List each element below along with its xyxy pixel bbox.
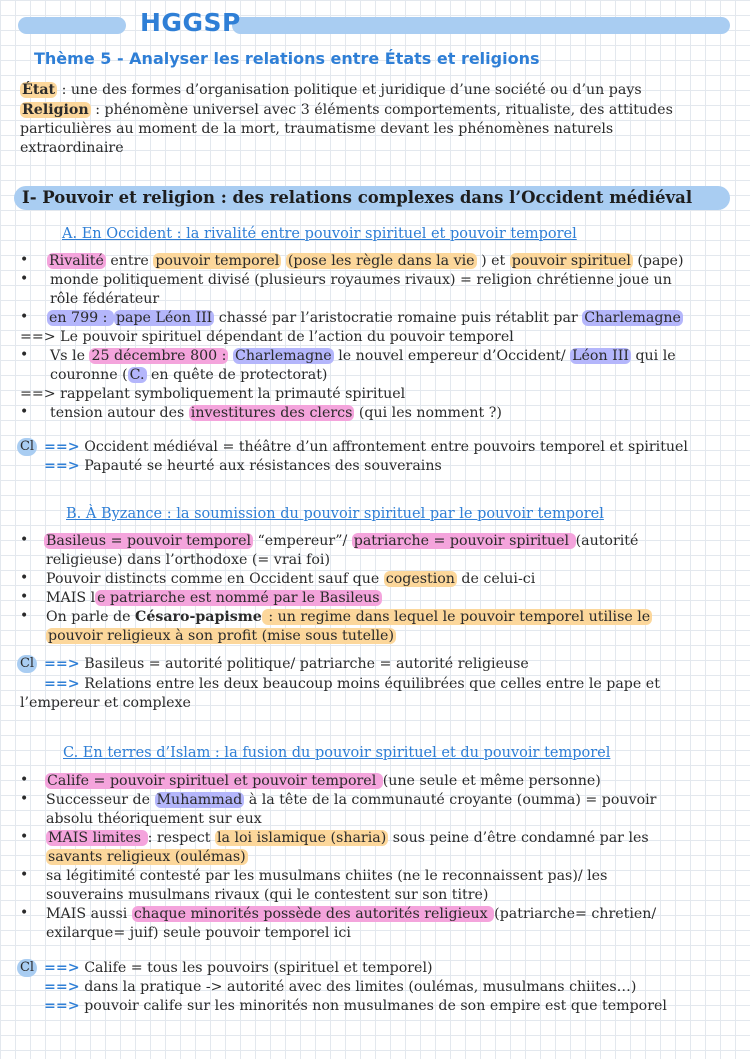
part-a-title: A. En Occident : la rivalité entre pouvoir spirituel et pouvoir temporel (62, 226, 577, 242)
theme-title: Thème 5 - Analyser les relations entre États et religions (34, 49, 540, 68)
bullet-icon: • (20, 905, 29, 921)
bullet-icon: • (20, 309, 29, 325)
part-c-item-2: Successeur de Muhammad à la tête de la communauté croyante (oumma) = pouvoir (46, 792, 657, 808)
part-a-item-4: Vs le 25 décembre 800 : Charlemagne le nouvel empereur d’Occident/ Léon III qui le (50, 348, 676, 364)
arrow-icon: ==> (44, 676, 80, 692)
part-c-item-3-cont: savants religieux (oulémas) (48, 849, 246, 865)
bullet-icon: • (20, 347, 29, 363)
bullet-icon: • (20, 791, 29, 807)
part-c-item-4: sa légitimité contesté par les musulmans chiites (ne le reconnaissent pas)/ les (46, 868, 608, 884)
bullet-icon: • (20, 589, 29, 605)
definition-etat: État : une des formes d’organisation politique et juridique d’une société ou d’un pays (22, 82, 642, 98)
part-a-summary-2: ==> Papauté se heurté aux résistances des souverains (44, 458, 442, 474)
section-title: I- Pouvoir et religion : des relations complexes dans l’Occident médiéval (14, 186, 730, 210)
bullet-icon: • (20, 570, 29, 586)
bullet-icon: • (20, 608, 29, 624)
arrow-icon: ==> (44, 458, 80, 474)
etat-term: État (22, 82, 56, 98)
part-a-summary-1: ==> Occident médiéval = théâtre d’un affrontement entre pouvoirs temporel et spirituel (44, 439, 688, 455)
conclusion-badge: Cl (17, 438, 37, 456)
definition-religion-2: particulières au moment de la mort, traumatisme devant les phénomènes naturels (20, 121, 614, 137)
part-c-item-1: Calife = pouvoir spirituel et pouvoir temporel (une seule et même personne) (47, 773, 601, 789)
part-c-item-3: MAIS limites : respect la loi islamique (sharia) sous peine d’être condamné par les (48, 830, 649, 846)
part-c-item-5-cont: exilarque= juif) seule pouvoir temporel ici (46, 925, 351, 941)
part-a-conclusion-2: ==> rappelant symboliquement la primauté spirituel (20, 386, 406, 402)
part-a-item-4-cont: couronne ( C. en quête de protectorat) (50, 367, 328, 383)
part-b-item-4: On parle de Césaro-papisme : un regime dans lequel le pouvoir temporel utilise le (46, 609, 651, 625)
arrow-icon: ==> (44, 998, 80, 1014)
part-b-item-1-cont: religieuse) dans l’orthodoxe (= vrai foi) (46, 552, 330, 568)
part-c-item-5: MAIS aussi chaque minorités possède des autorités religieux (patriarche= chretien/ (46, 906, 657, 922)
part-b-item-2: Pouvoir distincts comme en Occident sauf que cogestion de celui-ci (46, 571, 536, 587)
part-a-item-1: Rivalité entre pouvoir temporel (pose les règle dans la vie ) et pouvoir spirituel (pape) (49, 253, 684, 269)
definition-religion-3: extraordinaire (20, 140, 124, 156)
conclusion-badge: Cl (17, 655, 37, 673)
header-bar-left (18, 17, 126, 34)
part-b-summary-3: l’empereur et complexe (20, 695, 191, 711)
bullet-icon: • (20, 404, 29, 420)
arrow-icon: ==> (44, 979, 80, 995)
part-b-item-4-cont: pouvoir religieux à son profit (mise sous tutelle) (48, 628, 394, 644)
part-c-summary-1: ==> Calife = tous les pouvoirs (spirituel et temporel) (44, 960, 433, 976)
arrow-icon: ==> (44, 960, 80, 976)
definition-religion: Religion : phénomène universel avec 3 éléments comportements, ritualiste, des attitudes (22, 102, 673, 118)
part-c-item-2-cont: absolu théoriquement sur eux (46, 811, 262, 827)
page-title: HGGSP (140, 8, 241, 37)
bullet-icon: • (20, 252, 29, 268)
part-c-item-4-cont: souverains musulmans rivaux (qui le contestent sur son titre) (46, 887, 489, 903)
header-bar-right (232, 17, 730, 34)
part-a-item-2-cont: rôle fédérateur (50, 291, 160, 307)
part-a-conclusion-1: ==> Le pouvoir spirituel dépendant de l’action du pouvoir temporel (20, 329, 514, 345)
part-a-item-2: monde politiquement divisé (plusieurs royaumes rivaux) = religion chrétienne joue un (50, 272, 672, 288)
part-c-summary-3: ==> pouvoir calife sur les minorités non musulmanes de son empire est que temporel (44, 998, 667, 1014)
bullet-icon: • (20, 271, 29, 287)
bullet-icon: • (20, 829, 29, 845)
bullet-icon: • (20, 772, 29, 788)
part-c-title: C. En terres d’Islam : la fusion du pouvoir spirituel et du pouvoir temporel (63, 745, 611, 761)
part-b-item-3: MAIS l e patriarche est nommé par le Basileus (46, 590, 380, 606)
part-b-summary-1: ==> Basileus = autorité politique/ patriarche = autorité religieuse (44, 656, 529, 672)
part-b-summary-2: ==> Relations entre les deux beaucoup moins équilibrées que celles entre le pape et (44, 676, 660, 692)
arrow-icon: ==> (44, 656, 80, 672)
part-b-item-1: Basileus = pouvoir temporel “empereur”/ patriarche = pouvoir spirituel (autorité (46, 533, 639, 549)
religion-term: Religion (22, 102, 89, 118)
part-b-title: B. À Byzance : la soumission du pouvoir spirituel par le pouvoir temporel (66, 506, 604, 522)
conclusion-badge: Cl (17, 959, 37, 977)
part-a-item-5: tension autour des investitures des clercs (qui les nomment ?) (50, 405, 502, 421)
bullet-icon: • (20, 532, 29, 548)
bullet-icon: • (20, 867, 29, 883)
part-a-item-3: en 799 : pape Léon III chassé par l’aristocratie romaine puis rétablit par Charlemagne (49, 310, 681, 326)
part-c-summary-2: ==> dans la pratique -> autorité avec des limites (oulémas, musulmans chiites…) (44, 979, 637, 995)
arrow-icon: ==> (44, 439, 80, 455)
